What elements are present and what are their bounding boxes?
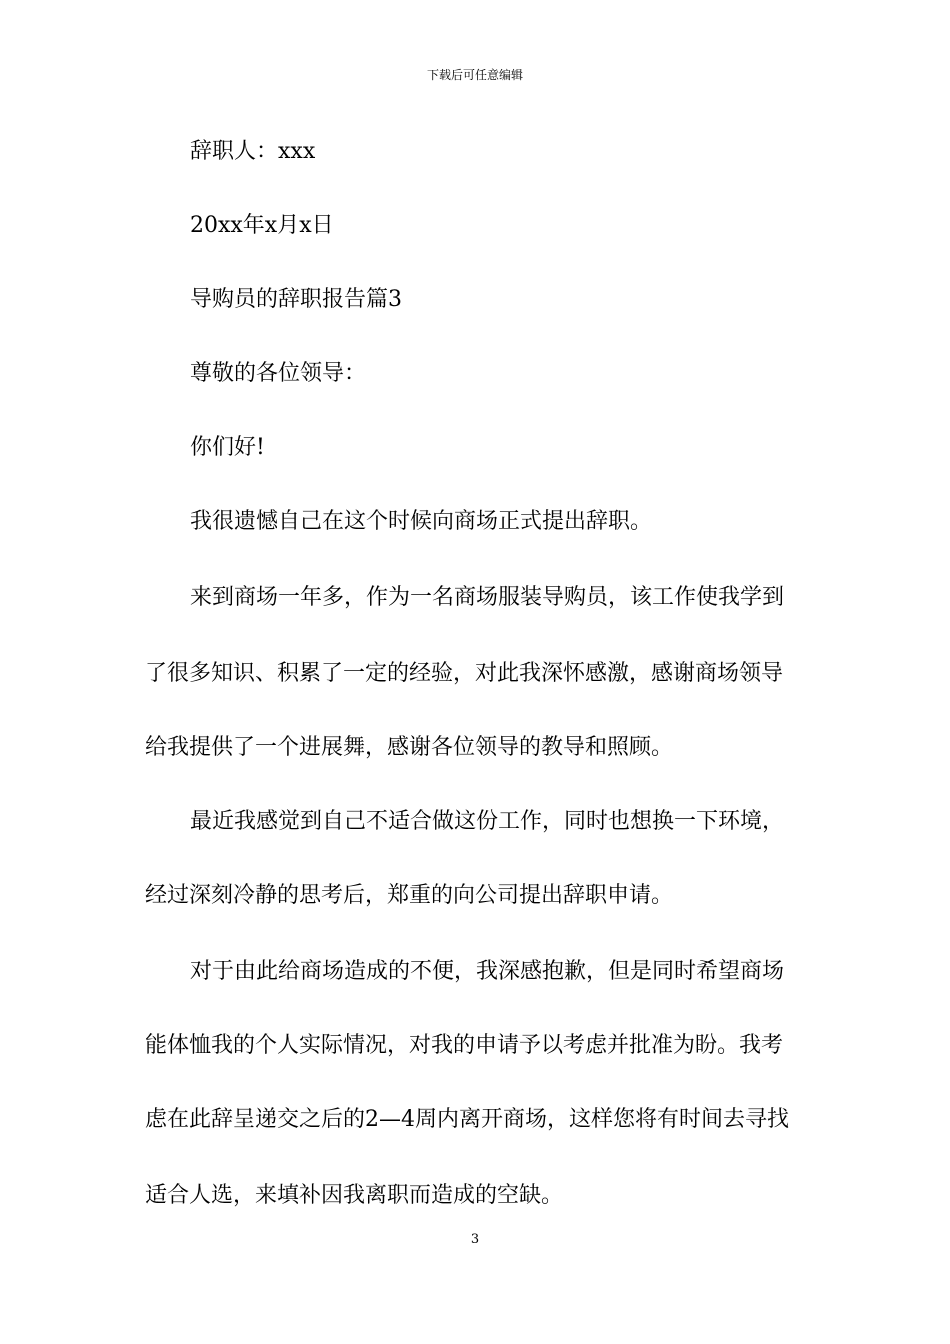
paragraph-line: 最近我感觉到自己不适合做这份工作，同时也想换一下环境， (190, 809, 785, 834)
page-header: 下载后可任意编辑 (426, 68, 523, 82)
signature-line: 辞职人：xxx (190, 139, 316, 164)
paragraph-line: 能体恤我的个人实际情况，对我的申请予以考虑并批准为盼。我考 (145, 1033, 784, 1058)
salutation: 尊敬的各位领导： (190, 361, 367, 386)
paragraph-line: 来到商场一年多，作为一名商场服装导购员，该工作使我学到 (190, 585, 785, 610)
paragraph-line: 虑在此辞呈递交之后的2—4周内离开商场，这样您将有时间去寻找 (145, 1107, 789, 1132)
paragraph-line: 适合人选，来填补因我离职而造成的空缺。 (145, 1183, 564, 1208)
greeting: 你们好! (190, 435, 265, 460)
paragraph-line: 我很遗憾自己在这个时候向商场正式提出辞职。 (190, 509, 653, 534)
date-line: 20xx年x月x日 (190, 213, 334, 238)
paragraph-line: 给我提供了一个进展舞，感谢各位领导的教导和照顾。 (145, 735, 674, 760)
paragraph-line: 经过深刻冷静的思考后，郑重的向公司提出辞职申请。 (145, 883, 674, 908)
paragraph-line: 了很多知识、积累了一定的经验，对此我深怀感激，感谢商场领导 (145, 661, 784, 686)
paragraph-line: 对于由此给商场造成的不便，我深感抱歉，但是同时希望商场 (190, 959, 785, 984)
section-title: 导购员的辞职报告篇3 (190, 287, 402, 312)
page-number: 3 (470, 1232, 480, 1247)
